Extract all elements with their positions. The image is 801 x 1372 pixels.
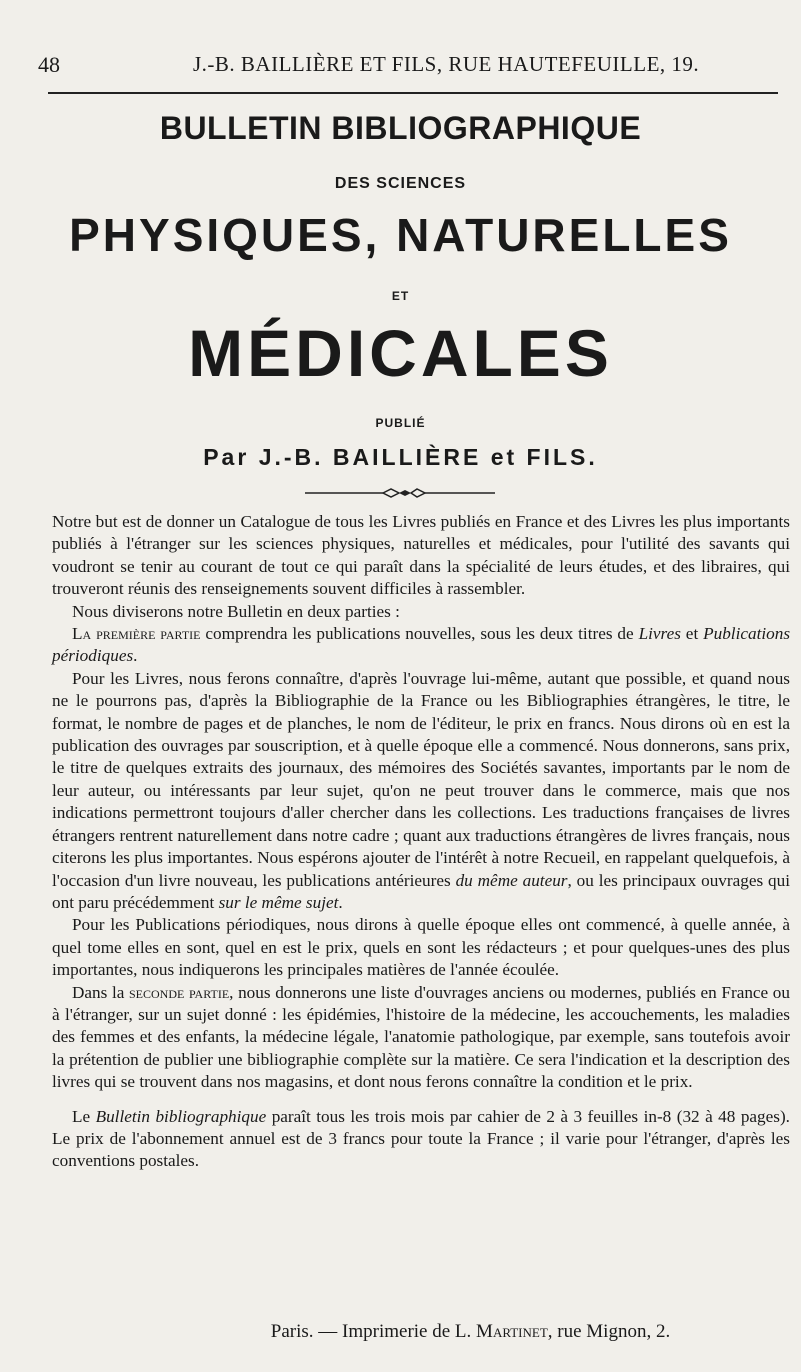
livres-text-c: . xyxy=(338,892,343,912)
body-text xyxy=(52,511,790,1173)
livres-em-auteur: du même auteur xyxy=(455,870,568,890)
title-publie: PUBLIÉ xyxy=(375,416,426,430)
subscription-text-b: paraît tous les trois mois par cahier de 2 à 3 feuilles in-8 (32 à 48 pages). Le prix de l'abonnement annuel est de 3 francs pour toute la France ; il varie pour l'étranger, d'après les conventions postales. xyxy=(52,1106,790,1171)
title-publisher: Par J.-B. BAILLIÈRE et FILS. xyxy=(203,444,598,470)
paragraph-first-part xyxy=(52,623,790,668)
page-header xyxy=(38,52,778,78)
subscription-em: Bulletin bibliographique xyxy=(95,1106,267,1126)
paragraph-intro: Notre but est de donner un Catalogue de tous les Livres publiés en France et des Livres les plus importants publiés à l'étranger sur les sciences physiques, naturelles et médicales, pour l'utilité des savants qui voudront se tenir au courant de tout ce qui paraît dans la spécialité de leurs études, et des libraires, qui trouveront réunis des renseignements souvent difficiles à rassembler. xyxy=(52,512,790,599)
running-head: J.-B. BAILLIÈRE ET FILS, RUE HAUTEFEUILLE, 19. xyxy=(193,52,700,76)
paragraph-subscription xyxy=(52,1106,790,1173)
page-number: 48 xyxy=(38,52,60,77)
subscription-text-a: Le xyxy=(72,1106,96,1126)
paragraph-periodiques: Pour les Publications périodiques, nous dirons à quelle époque elles ont commencé, à quelle année, à quel tome elles en sont, quel en est le prix, quels en sont les rédacteurs ; et pour quelques-unes des plus importantes, nous indiquerons les principales matières de l'année écoulée. xyxy=(52,915,790,980)
second-part-text-a: Dans la xyxy=(72,982,129,1002)
title-bulletin: BULLETIN BIBLIOGRAPHIQUE xyxy=(159,110,642,146)
first-part-text-b: et xyxy=(680,624,704,644)
livres-text: Pour les Livres, nous ferons connaître, d'après l'ouvrage lui-même, autant que possible, et quand nous ne le pourrons pas, d'après la Bibliographie de la France ou les Bibliographies étrangères, le titre, le format, le nombre de pages et de planches, le nom de l'éditeur, le prix en francs. Nous dirons où en est la publication des ouvrages par souscription, et à quelle époque elle a commencé. Nous donnerons, sans prix, le titre de quelques extraits des journaux, des mémoires des Sociétés savantes, importants par le nom de leur auteur, ou intéressants par leur sujet, qu'on ne peut trouver dans le commerce, mais que nos indications permettront toujours d'aller chercher dans les collections. Les traductions françaises de livres étrangers rentrent naturellement dans notre cadre ; quant aux traductions étrangères de livres français, nous citerons les plus importantes. Nous espérons ajouter de l'intérêt à notre Recueil, en rappelant quelquefois, à l'occasion d'un livre nouveau, les publications antérieures xyxy=(52,668,790,890)
paragraph-parts: Nous diviserons notre Bulletin en deux parties : xyxy=(72,601,400,621)
title-medicales: MÉDICALES xyxy=(188,316,613,390)
imprint-printer: Martinet xyxy=(476,1321,548,1342)
livres-text-b: , ou les principaux ouvrages qui ont paru précédemment xyxy=(52,870,790,912)
second-part-label: seconde partie xyxy=(129,982,230,1002)
title-physiques: PHYSIQUES, NATURELLES xyxy=(69,209,732,261)
second-part-text-b: , nous donnerons une liste d'ouvrages anciens ou modernes, publiés en France ou à l'étranger, sur un sujet donné : les épidémies, l'histoire de la médecine, les accouchements, les maladies des femmes et des enfants, la médecine légale, l'anatomie pathologique, par exemple, sans toutefois avoir la prétention de publier une bibliographie complète sur la matière. Ce sera l'indication et la description des livres qui se trouvent dans nos magasins, et dont nous ferons connaître la condition et le prix. xyxy=(52,982,790,1092)
first-part-text-c: . xyxy=(133,646,138,666)
first-part-text-a: comprendra les publications nouvelles, sous les deux titres de xyxy=(200,624,639,644)
imprint-a: Paris. — Imprimerie de L. xyxy=(270,1321,477,1342)
first-part-label: La première partie xyxy=(72,624,201,644)
paragraph-livres xyxy=(52,668,790,914)
paragraph-second-part xyxy=(52,982,790,1094)
imprint-b: , rue Mignon, 2. xyxy=(547,1321,671,1342)
livres-em-sujet: sur le même sujet xyxy=(218,892,339,912)
title-des-sciences: DES SCIENCES xyxy=(334,175,467,192)
imprint xyxy=(0,1321,801,1343)
header-rule xyxy=(48,92,778,94)
ornament-divider xyxy=(305,488,495,498)
first-part-livres: Livres xyxy=(638,624,681,644)
title-et: ET xyxy=(391,289,410,303)
first-part-periodiques: Publications périodiques xyxy=(52,624,791,666)
